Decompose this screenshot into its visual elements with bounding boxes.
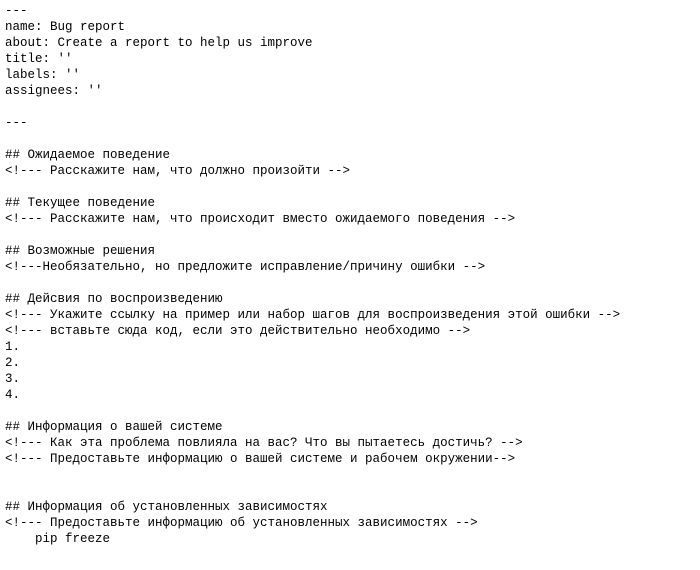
heading-expected-behavior: ## Ожидаемое поведение bbox=[5, 148, 171, 162]
code-pip-freeze: pip freeze bbox=[5, 532, 111, 546]
heading-installed-dependencies: ## Информация об установленных зависимостях bbox=[5, 500, 328, 514]
comment-current-behavior: <!--- Расскажите нам, что происходит вместо ожидаемого поведения --> bbox=[5, 212, 516, 226]
step-item: 4. bbox=[5, 388, 21, 402]
comment-steps-code: <!--- вставьте сюда код, если это действительно необходимо --> bbox=[5, 324, 471, 338]
front-matter-separator: --- bbox=[5, 4, 28, 18]
blank-line bbox=[5, 179, 700, 195]
comment-steps-link: <!--- Укажите ссылку на пример или набор шагов для воспроизведения этой ошибки --> bbox=[5, 308, 621, 322]
blank-line bbox=[5, 467, 700, 483]
blank-line bbox=[5, 131, 700, 147]
comment-system-environment: <!--- Предоставьте информацию о вашей системе и рабочем окружении--> bbox=[5, 452, 516, 466]
heading-steps-to-reproduce: ## Дейсвия по воспроизведению bbox=[5, 292, 223, 306]
front-matter-labels: labels: '' bbox=[5, 68, 81, 82]
blank-line bbox=[5, 99, 700, 115]
step-item: 1. bbox=[5, 340, 21, 354]
front-matter-title: title: '' bbox=[5, 52, 73, 66]
heading-current-behavior: ## Текущее поведение bbox=[5, 196, 156, 210]
blank-line bbox=[5, 483, 700, 499]
step-item: 2. bbox=[5, 356, 21, 370]
front-matter-about: about: Create a report to help us improve bbox=[5, 36, 313, 50]
comment-possible-solutions: <!---Необязательно, но предложите исправление/причину ошибки --> bbox=[5, 260, 486, 274]
front-matter-separator: --- bbox=[5, 116, 28, 130]
front-matter-name: name: Bug report bbox=[5, 20, 126, 34]
blank-line bbox=[5, 227, 700, 243]
front-matter-assignees: assignees: '' bbox=[5, 84, 103, 98]
comment-system-impact: <!--- Как эта проблема повлияла на вас? Что вы пытаетесь достичь? --> bbox=[5, 436, 523, 450]
blank-line bbox=[5, 275, 700, 291]
heading-system-info: ## Информация о вашей системе bbox=[5, 420, 223, 434]
comment-expected-behavior: <!--- Расскажите нам, что должно произойти --> bbox=[5, 164, 351, 178]
blank-line bbox=[5, 403, 700, 419]
heading-possible-solutions: ## Возможные решения bbox=[5, 244, 156, 258]
comment-installed-dependencies: <!--- Предоставьте информацию об установленных зависимостях --> bbox=[5, 516, 478, 530]
step-item: 3. bbox=[5, 372, 21, 386]
